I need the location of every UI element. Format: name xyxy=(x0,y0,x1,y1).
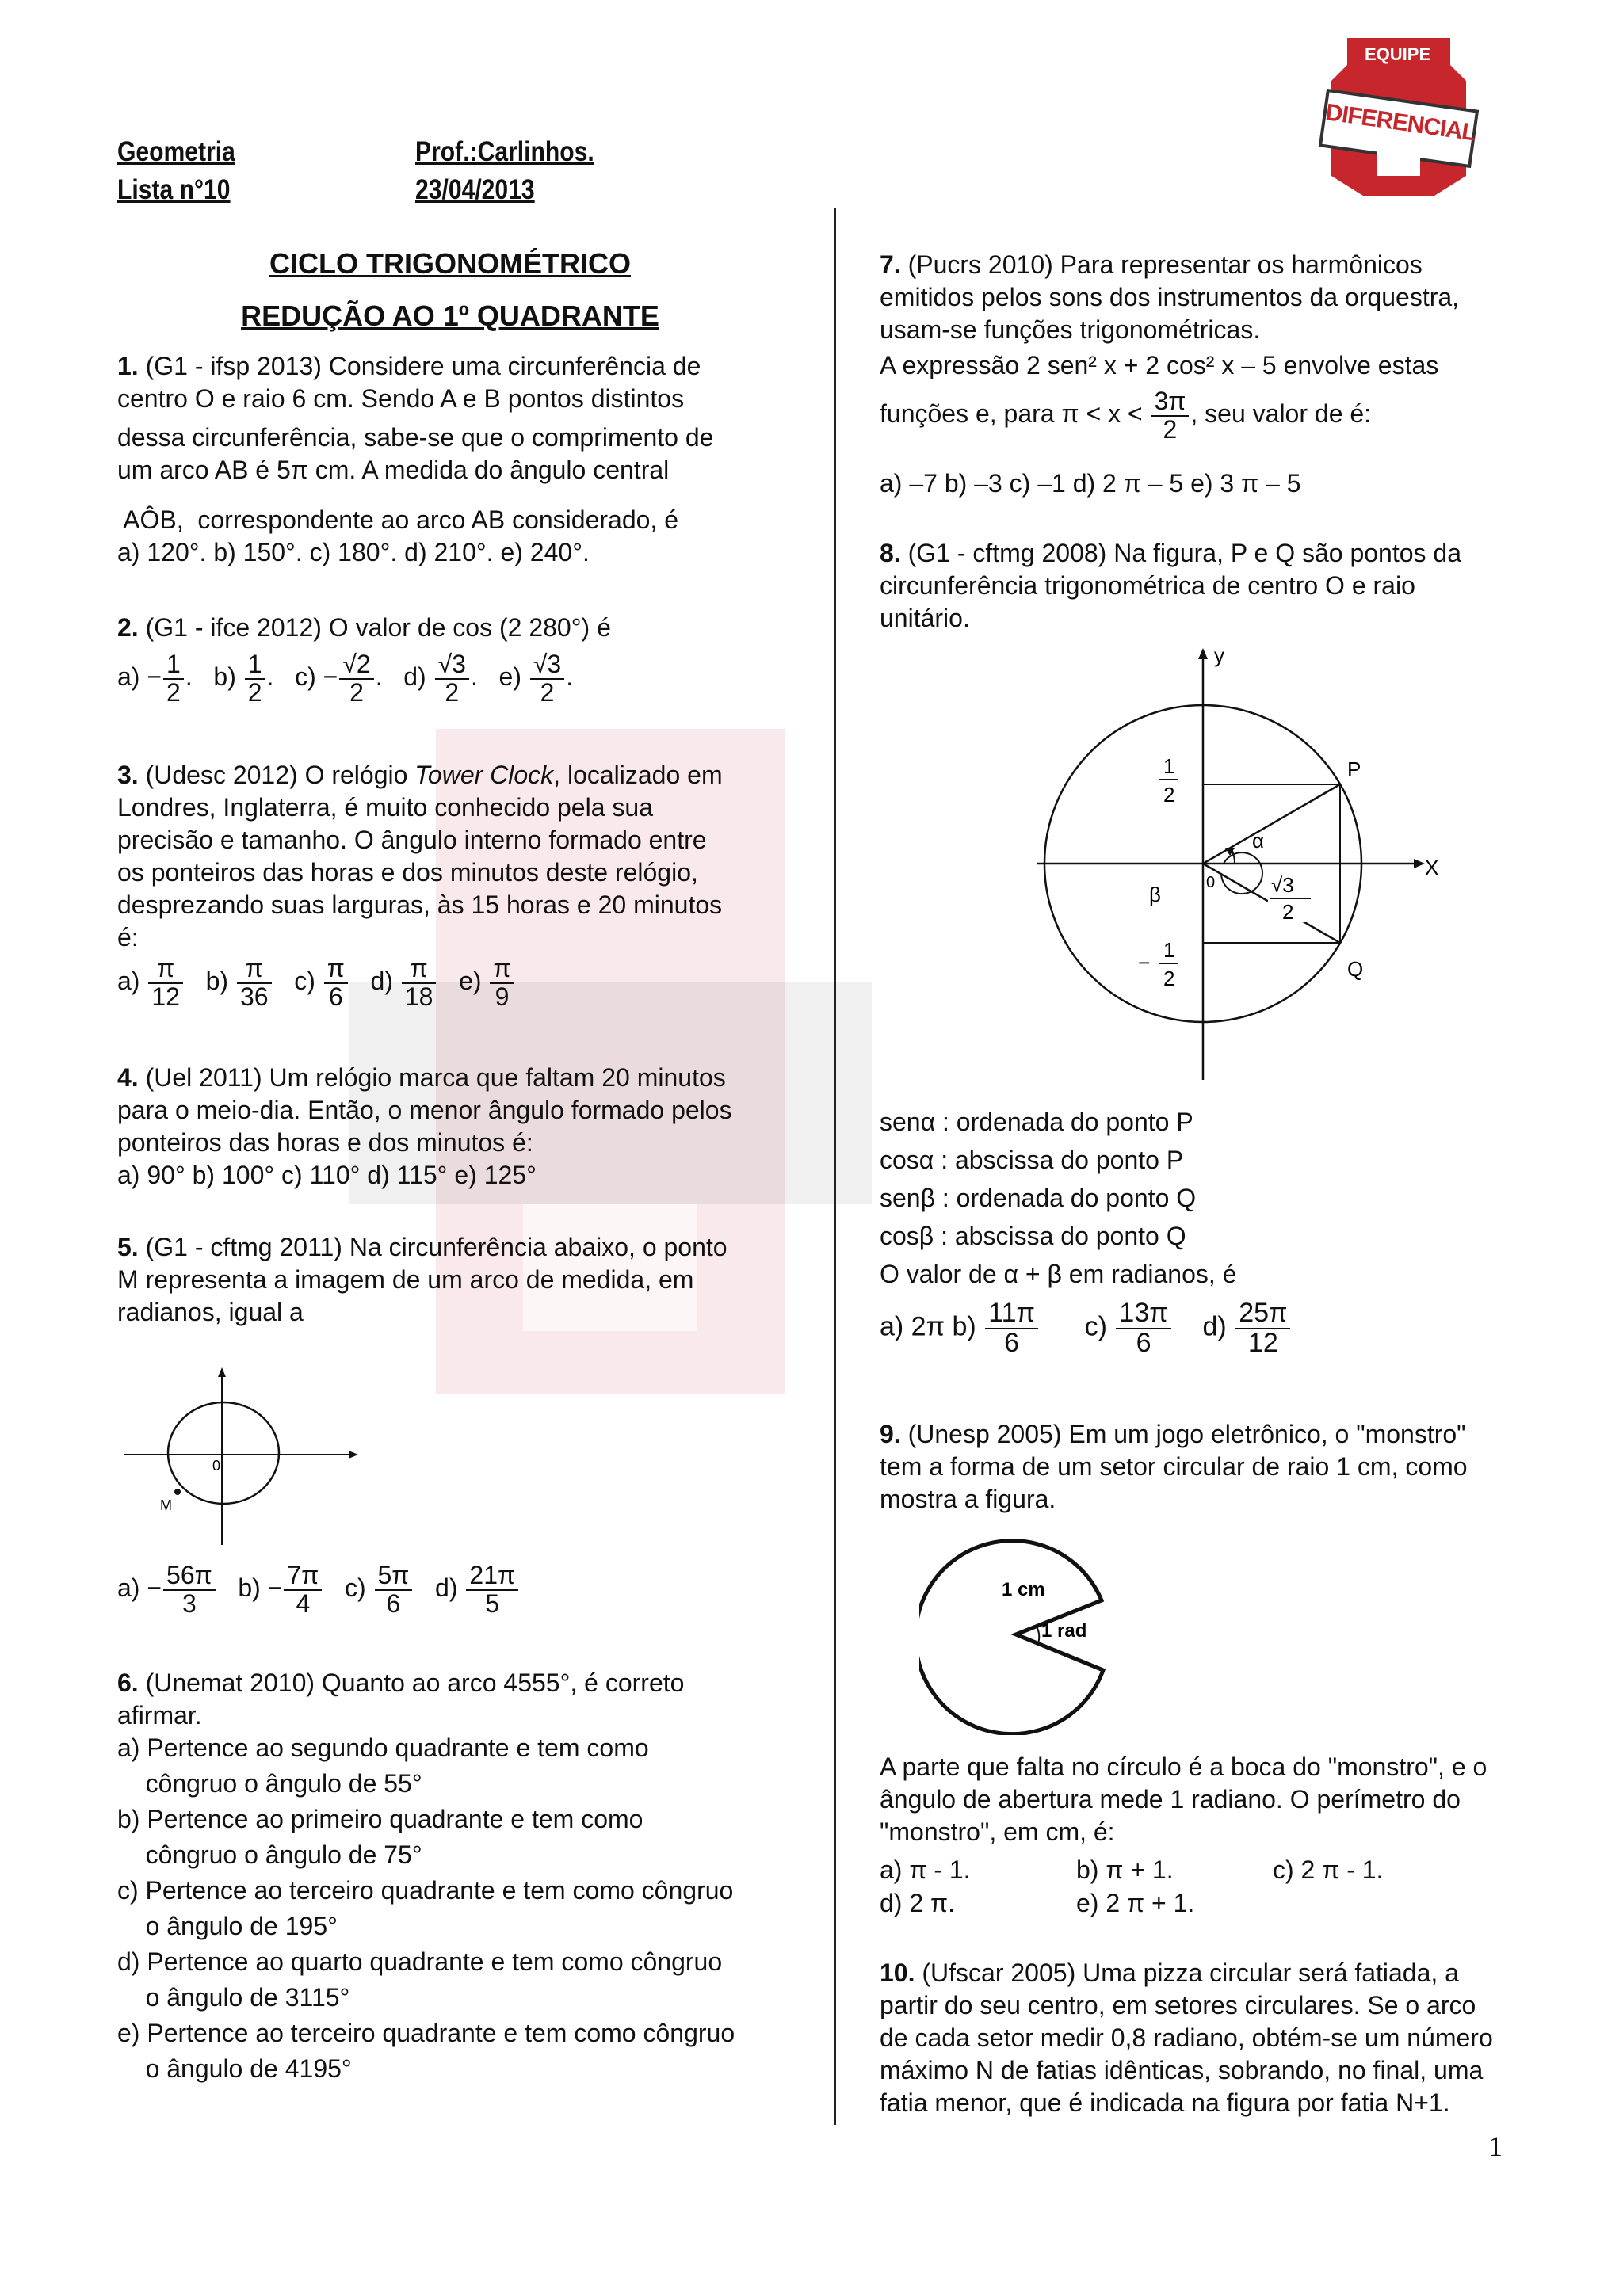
q5-line: radianos, igual a xyxy=(117,1298,304,1326)
fraction: $\frac{√3}{2}$ xyxy=(435,651,469,706)
question-number: 7 xyxy=(880,250,894,279)
q3-line: precisão e tamanho. O ângulo interno formado entre xyxy=(117,826,707,854)
fraction: $\frac{1}{2}$ xyxy=(163,651,184,706)
q3-answers: a) $\frac{\pi}{12}$ b) $\frac{\pi}{36}$ c) $\frac{\pi}{6}$ d) $\frac{\pi}{18}$ e) $\frac{\pi}{9}$ xyxy=(117,955,516,1010)
q4-line: ponteiros das horas e dos minutos é: xyxy=(117,1128,533,1157)
logo-main-text: DIFERENCIAL xyxy=(1323,99,1478,147)
q4-line: para o meio-dia. Então, o menor ângulo formado pelos xyxy=(117,1096,732,1124)
q9-line: A parte que falta no círculo é a boca do "monstro", e o xyxy=(880,1753,1487,1781)
minus-sign: − xyxy=(147,662,162,692)
q1-line: (G1 - ifsp 2013) Considere uma circunferência de xyxy=(145,352,701,380)
question-2: 2. (G1 - ifce 2012) O valor de cos (2 280°) é xyxy=(117,613,611,642)
logo xyxy=(1316,33,1482,200)
question-number: 4 xyxy=(117,1063,132,1092)
q6-option: e) Pertence ao terceiro quadrante e tem como côngruo xyxy=(117,2019,735,2047)
q4-answers: a) 90° b) 100° c) 110° d) 115° e) 125° xyxy=(117,1161,537,1189)
q7-condition: funções e, para π < x < $\frac{3\pi}{2}$ , seu valor de é: xyxy=(880,387,1372,444)
q8-line: circunferência trigonométrica de centro O e raio xyxy=(880,571,1415,600)
question-number: 1 xyxy=(117,352,132,380)
fraction: $\frac{√2}{2}$ xyxy=(339,651,373,706)
q6-option: o ângulo de 195° xyxy=(117,1912,338,1940)
q7-line: usam-se funções trigonométricas. xyxy=(880,315,1261,344)
question-7: 7. (Pucrs 2010) Para representar os harmônicos emitidos pelos sons dos instrumentos da orquestra, usam-se funções trigonométricas. A expressão 2 sen² x + 2 cos² x – 5 envolve estas xyxy=(880,249,1459,382)
option-label: c) xyxy=(295,662,316,692)
q9-line: tem a forma de um setor circular de raio 1 cm, como xyxy=(880,1452,1468,1481)
q6-line: afirmar. xyxy=(117,1701,202,1730)
q5-answers: a) − $\frac{56\pi}{3}$ b) − $\frac{7\pi}{4}$ c) $\frac{5\pi}{6}$ d) $\frac{21\pi}{5}$ xyxy=(117,1562,520,1617)
angle-label: 1 rad xyxy=(1041,1620,1087,1642)
fraction: $\frac{√3}{2}$ xyxy=(530,651,564,706)
radius-label: 1 cm xyxy=(1002,1579,1045,1600)
question-6: 6. (Unemat 2010) Quanto ao arco 4555°, é correto afirmar. a) Pertence ao segundo quadrante e tem como côngruo o ângulo de 55° b) Pertence ao primeiro quadrante e tem como côngruo o ângulo de 75° c) Pertence ao terceiro quadrante e tem como côngruo o ângulo de 195° d) Pertence ao quarto quadrante e tem como côngruo o ângulo de 3115° e) Pertence ao terceiro quadrante e tem como côngruo o ângulo de 4195° xyxy=(117,1667,735,2085)
q2-stem: (G1 - ifce 2012) O valor de cos (2 280°) é xyxy=(145,613,611,642)
header-teacher: Prof.:Carlinhos. xyxy=(415,136,594,167)
logo-top-text: EQUIPE xyxy=(1365,44,1431,64)
q9-line: mostra a figura. xyxy=(880,1485,1056,1513)
q8-def: senα : ordenada do ponto P xyxy=(880,1108,1193,1136)
q10-line: de cada setor medir 0,8 radiano, obtém-se um número xyxy=(880,2023,1493,2052)
option-label: a) xyxy=(117,662,140,692)
beta-label: β xyxy=(1149,883,1161,906)
q6-option: o ângulo de 3115° xyxy=(117,1983,350,2012)
q5-figure xyxy=(119,1363,365,1553)
page-number: 1 xyxy=(1488,2130,1503,2162)
q8-line: unitário. xyxy=(880,604,970,632)
point-q-label: Q xyxy=(1347,957,1364,981)
q8-def: cosβ : abscissa do ponto Q xyxy=(880,1222,1186,1250)
q8-unit-circle-figure xyxy=(1030,640,1458,1084)
sqrt3-num: √3 xyxy=(1271,873,1294,897)
q9-line: "monstro", em cm, é: xyxy=(880,1817,1115,1846)
q3-text: (Udesc 2012) O relógio xyxy=(145,761,415,789)
question-3: 3. (Udesc 2012) O relógio Tower Clock, localizado em Londres, Inglaterra, é muito conhecido pela sua precisão e tamanho. O ângulo interno formado entre os ponteiros das horas e dos minutos deste relógio, desprezando suas larguras, às 15 horas e 20 minutos é: xyxy=(117,759,723,954)
q1-line: AÔB, correspondente ao arco AB considerado, é xyxy=(117,505,678,534)
origin-label: 0 xyxy=(212,1458,221,1474)
q7-expression: A expressão 2 sen² x + 2 cos² x – 5 envolve estas xyxy=(880,351,1439,379)
question-number: 6 xyxy=(117,1669,132,1697)
q9-monster-figure xyxy=(919,1537,1125,1735)
q3-text-italic: Tower Clock xyxy=(414,761,554,789)
q5-line: M representa a imagem de um arco de medida, em xyxy=(117,1265,694,1294)
header-list: Lista n°10 xyxy=(117,174,231,205)
q9-line: ângulo de abertura mede 1 radiano. O perímetro do xyxy=(880,1785,1461,1814)
x-axis-label: X xyxy=(1425,856,1439,879)
q1-line: dessa circunferência, sabe-se que o comprimento de xyxy=(117,423,714,452)
header-subject: Geometria xyxy=(117,136,235,167)
origin-label: 0 xyxy=(1206,874,1216,891)
q8-definitions xyxy=(880,1103,1236,1293)
q6-option: côngruo o ângulo de 75° xyxy=(117,1840,422,1869)
minus-sign: − xyxy=(1138,951,1151,974)
q1-line: um arco AB é 5π cm. A medida do ângulo central xyxy=(117,456,670,484)
q10-line: máximo N de fatias idênticas, sobrando, no final, uma xyxy=(880,2056,1484,2084)
y-axis-label: y xyxy=(1214,643,1224,667)
half-num: 1 xyxy=(1163,754,1175,778)
q10-line: fatia menor, que é indicada na figura por fatia N+1. xyxy=(880,2088,1450,2117)
question-5: 5. (G1 - cftmg 2011) Na circunferência abaixo, o ponto M representa a imagem de um arco de medida, em radianos, igual a xyxy=(117,1231,727,1329)
q6-option: a) Pertence ao segundo quadrante e tem como xyxy=(117,1733,649,1762)
question-number: 2 xyxy=(117,613,132,642)
question-number: 8 xyxy=(880,539,894,567)
q9-option: c) 2 π - 1. xyxy=(1273,1855,1384,1884)
question-1: 1. (G1 - ifsp 2013) Considere uma circunferência de centro O e raio 6 cm. Sendo A e B pontos distintos dessa circunferência, sabe-se que o comprimento de um arco AB é 5π cm. A medida do ângulo central AÔB, correspondente ao arco AB considerado, é a) 120°. b) 150°. c) 180°. d) 210°. e) 240°. xyxy=(117,350,713,569)
title-ciclo: CICLO TRIGONOMÉTRICO xyxy=(269,247,631,280)
half-den: 2 xyxy=(1163,783,1175,807)
q6-option: d) Pertence ao quarto quadrante e tem como côngruo xyxy=(117,1947,723,1976)
q8-answers: a) 2π b) $\frac{11\pi}{6}$ c) $\frac{13\pi}{6}$ d) $\frac{25\pi}{12}$ xyxy=(880,1299,1292,1357)
q3-text: , localizado em xyxy=(553,761,723,789)
q6-option: c) Pertence ao terceiro quadrante e tem como côngruo xyxy=(117,1876,734,1905)
fraction: $\frac{1}{2}$ xyxy=(245,651,265,706)
point-p-label: P xyxy=(1347,757,1361,781)
question-number: 3 xyxy=(117,761,132,789)
alpha-label: α xyxy=(1252,829,1265,852)
q1-answers: a) 120°. b) 150°. c) 180°. d) 210°. e) 240°. xyxy=(117,538,590,566)
question-number: 5 xyxy=(117,1233,132,1261)
q6-option: b) Pertence ao primeiro quadrante e tem como xyxy=(117,1805,643,1833)
q8-def: cosα : abscissa do ponto P xyxy=(880,1146,1184,1174)
q7-line: emitidos pelos sons dos instrumentos da orquestra, xyxy=(880,283,1460,311)
option-label: d) xyxy=(403,662,426,692)
half-num: 1 xyxy=(1163,938,1175,962)
q1-line: centro O e raio 6 cm. Sendo A e B pontos distintos xyxy=(117,384,685,413)
question-number: 10 xyxy=(880,1958,908,1987)
q8-def: O valor de α + β em radianos, é xyxy=(880,1260,1237,1288)
question-number: 9 xyxy=(880,1420,894,1448)
q9-option: b) π + 1. xyxy=(1076,1855,1174,1884)
option-label: e) xyxy=(498,662,521,692)
question-9: 9. (Unesp 2005) Em um jogo eletrônico, o "monstro" tem a forma de um setor circular de raio 1 cm, como mostra a figura. xyxy=(880,1418,1468,1516)
q6-option: o ângulo de 4195° xyxy=(117,2054,352,2083)
q3-line: os ponteiros das horas e dos minutos deste relógio, xyxy=(117,858,698,887)
point-m-label: M xyxy=(160,1497,172,1513)
q7-answers: a) –7 b) –3 c) –1 d) 2 π – 5 e) 3 π – 5 xyxy=(880,469,1301,498)
q8-def: senβ : ordenada do ponto Q xyxy=(880,1184,1197,1212)
option-label: b) xyxy=(213,662,236,692)
question-8: 8. (G1 - cftmg 2008) Na figura, P e Q são pontos da circunferência trigonométrica de centro O e raio unitário. xyxy=(880,537,1461,635)
q9-body xyxy=(880,1751,1487,1848)
question-10: 10. (Ufscar 2005) Uma pizza circular será fatiada, a partir do seu centro, em setores circulares. Se o arco de cada setor medir 0,8 radiano, obtém-se um número máximo N de fatias idênticas, sobrando, no final, uma fatia menor, que é indicada na figura por fatia N+1. xyxy=(880,1957,1493,2119)
q6-option: côngruo o ângulo de 55° xyxy=(117,1769,422,1798)
column-divider xyxy=(834,208,836,2125)
question-4: 4. (Uel 2011) Um relógio marca que faltam 20 minutos para o meio-dia. Então, o menor ângulo formado pelos ponteiros das horas e dos minutos é: a) 90° b) 100° c) 110° d) 115° e) 125° xyxy=(117,1062,732,1192)
q10-line: partir do seu centro, em setores circulares. Se o arco xyxy=(880,1991,1476,2019)
q3-line: Londres, Inglaterra, é muito conhecido pela sua xyxy=(117,793,653,822)
q9-option: d) 2 π. xyxy=(880,1889,955,1917)
q2-answers: a) − $\frac{1}{2}$ . b) $\frac{1}{2}$ . c) − $\frac{√2}{2}$ . d) $\frac{√3}{2}$ . e) $\frac{√3}{2}$ . xyxy=(117,650,574,707)
q3-line: desprezando suas larguras, às 15 horas e 20 minutos xyxy=(117,891,723,919)
title-reducao: REDUÇÃO AO 1º QUADRANTE xyxy=(241,299,659,332)
q9-option: e) 2 π + 1. xyxy=(1076,1889,1195,1917)
q3-line: é: xyxy=(117,923,139,952)
header-date: 23/04/2013 xyxy=(415,174,535,205)
minus-sign: − xyxy=(323,662,338,692)
half-den: 2 xyxy=(1163,967,1175,990)
q9-option: a) π - 1. xyxy=(880,1855,971,1884)
sqrt3-den: 2 xyxy=(1282,900,1294,924)
